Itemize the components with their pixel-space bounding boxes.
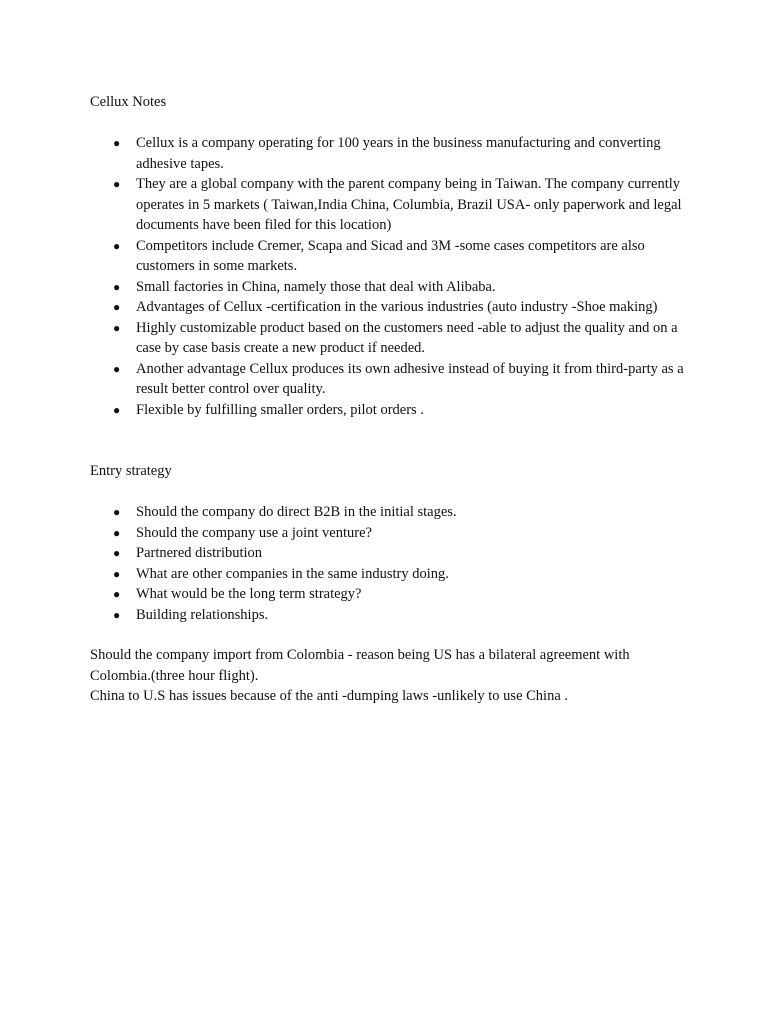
bullet-icon: ● (113, 300, 121, 314)
list-item-text: What are other companies in the same industry doing. (136, 565, 449, 582)
list-item (0, 523, 691, 544)
bullet-icon: ● (113, 238, 121, 253)
bullet-icon: ● (113, 279, 121, 294)
list-item (0, 543, 691, 564)
closing-paragraphs (90, 645, 690, 707)
bullet-icon: ● (113, 525, 121, 540)
list-item-text: Building relationships. (136, 606, 269, 623)
bullet-icon: ● (113, 402, 121, 417)
bullet-icon: ● (113, 566, 121, 581)
list-item-text: Highly customizable product based on the customers need -able to adjust the quality and on a case by case basis create a new product if needed. (136, 319, 678, 356)
list-item-text: What would be the long term strategy? (136, 586, 362, 602)
list-item-text: Another advantage Cellux produces its own adhesive instead of buying it from third-party as a result better control over quality. (136, 360, 684, 397)
list-item-text: Should the company do direct B2B in the initial stages. (136, 504, 457, 520)
list-item (0, 318, 691, 359)
bullet-icon: ● (113, 320, 121, 335)
list-item (0, 277, 691, 298)
list-item-text: Should the company use a joint venture? (136, 524, 372, 541)
list-item (0, 359, 691, 400)
china-paragraph: China to U.S has issues because of the anti -dumping laws -unlikely to use China . (90, 688, 569, 704)
import-paragraph: Should the company import from Colombia - reason being US has a bilateral agreement with Colombia.(three hour flight). (90, 647, 630, 684)
list-item-text: They are a global company with the parent company being in Taiwan. The company currently operates in 5 markets ( Taiwan,India China, Columbia, Brazil USA- only paperwork and legal documents have been filed for this location) (136, 176, 682, 233)
notes-list (0, 133, 768, 420)
list-item (0, 133, 691, 174)
list-item-text: Cellux is a company operating for 100 years in the business manufacturing and converting adhesive tapes. (136, 135, 661, 172)
list-item-text: Competitors include Cremer, Scapa and Sicad and 3M -some cases competitors are also customers in some markets. (136, 237, 645, 274)
bullet-icon: ● (113, 361, 121, 376)
bullet-icon: ● (113, 546, 121, 560)
list-item (0, 174, 691, 236)
bullet-icon: ● (113, 587, 121, 601)
list-item (0, 236, 691, 277)
bullet-icon: ● (113, 607, 121, 622)
list-item-text: Advantages of Cellux -certification in the various industries (auto industry -Shoe making) (136, 299, 658, 315)
list-item (0, 584, 691, 605)
bullet-icon: ● (113, 177, 121, 191)
list-item (0, 297, 691, 318)
entry-strategy-heading: Entry strategy (90, 463, 172, 479)
list-item (0, 564, 691, 585)
list-item (0, 400, 691, 421)
list-item-text: Small factories in China, namely those that deal with Alibaba. (136, 278, 496, 295)
entry-strategy-list (0, 502, 768, 625)
bullet-icon: ● (113, 136, 121, 150)
list-item-text: Flexible by fulfilling smaller orders, pilot orders . (136, 401, 424, 418)
list-item-text: Partnered distribution (136, 545, 263, 561)
notes-heading: Cellux Notes (90, 94, 167, 110)
list-item (0, 605, 691, 626)
list-item (0, 502, 691, 523)
bullet-icon: ● (113, 505, 121, 519)
